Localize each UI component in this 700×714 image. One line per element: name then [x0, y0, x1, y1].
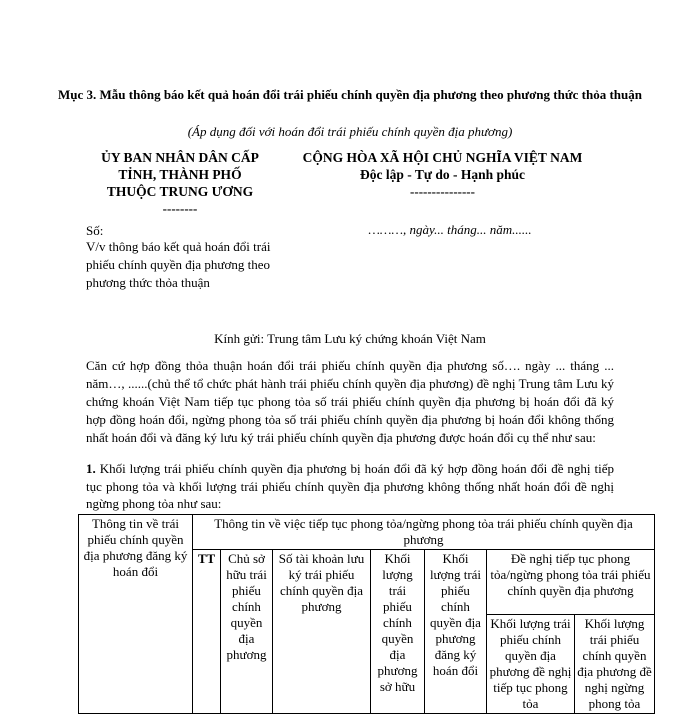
date-line: ………, ngày... tháng... năm...... — [368, 222, 532, 237]
header-proposal: Đề nghị tiếp tục phong tỏa/ngừng phong tỏa trái phiếu chính quyền địa phương — [487, 550, 655, 615]
issuer-line-3: THUỘC TRUNG ƯƠNG — [106, 184, 254, 199]
header-owner: Chủ sở hữu trái phiếu chính quyền địa phương — [221, 550, 273, 714]
national-title: CỘNG HÒA XÃ HỘI CHỦ NGHĨA VIỆT NAM — [302, 150, 583, 165]
item-1-text: Khối lượng trái phiếu chính quyền địa phương bị hoán đổi đã ký hợp đồng hoán đổi đề nghị tiếp tục phong tỏa và khối lượng trái phiếu chính quyền địa phương không thống nhất hoán đổi đề nghị ngừng phong tỏa như sau: — [86, 461, 614, 511]
document-subject: V/v thông báo kết quả hoán đổi trái phiếu chính quyền địa phương theo phương thức thỏa thuận — [86, 239, 271, 290]
header-volume-owned: Khối lượng trái phiếu chính quyền địa phương sở hữu — [371, 550, 425, 714]
document-title: Mục 3. Mẫu thông báo kết quả hoán đổi trái phiếu chính quyền địa phương theo phương thức thỏa thuận — [58, 87, 642, 102]
header-blocking-info: Thông tin về việc tiếp tục phong tỏa/ngừng phong tỏa trái phiếu chính quyền địa phương — [193, 515, 655, 550]
document-subtitle: (Áp dụng đối với hoán đổi trái phiếu chính quyền địa phương) — [187, 124, 513, 139]
header-volume-registered: Khối lượng trái phiếu chính quyền địa phương đăng ký hoán đổi — [425, 550, 487, 714]
recipient-line: Kính gửi: Trung tâm Lưu ký chứng khoán Việt Nam — [214, 331, 486, 346]
blocking-table — [78, 514, 655, 714]
item-1-number: 1. — [86, 461, 96, 476]
national-divider: --------------- — [410, 184, 475, 199]
document-number: Số: — [86, 223, 104, 238]
header-account: Số tài khoản lưu ký trái phiếu chính quyền địa phương — [273, 550, 371, 714]
item-1-paragraph — [86, 460, 614, 513]
issuer-divider: -------- — [162, 201, 198, 216]
national-motto: Độc lập - Tự do - Hạnh phúc — [359, 167, 526, 182]
header-tt: TT — [193, 550, 221, 714]
body-paragraph: Căn cứ hợp đồng thỏa thuận hoán đổi trái phiếu chính quyền địa phương số…. ngày ... tháng ... năm…, ......(chủ thể tổ chức phát hành trái phiếu chính quyền địa phương) đề nghị Trung tâm Lưu ký chứng khoán Việt Nam tiếp tục phong tỏa số trái phiếu chính quyền địa phương bị hoán đổi đã ký hợp đồng hoán đổi, ngừng phong tỏa số trái phiếu chính quyền địa phương bị hoán đổi không thống nhất hoán đổi và đăng ký lưu ký trái phiếu chính quyền địa phương được hoán đổi cụ thể như sau: — [86, 358, 614, 445]
header-continue-blocking: Khối lượng trái phiếu chính quyền địa phương đề nghị tiếp tục phong tỏa — [487, 615, 575, 714]
issuer-line-2: TỈNH, THÀNH PHỐ — [118, 167, 242, 182]
issuer-header — [78, 149, 282, 217]
issuer-line-1: ỦY BAN NHÂN DÂN CẤP — [101, 150, 259, 165]
header-stop-blocking: Khối lượng trái phiếu chính quyền địa phương đề nghị ngừng phong tỏa — [575, 615, 655, 714]
national-header — [285, 149, 600, 200]
header-bond-info: Thông tin về trái phiếu chính quyền địa phương đăng ký hoán đổi — [79, 515, 193, 714]
